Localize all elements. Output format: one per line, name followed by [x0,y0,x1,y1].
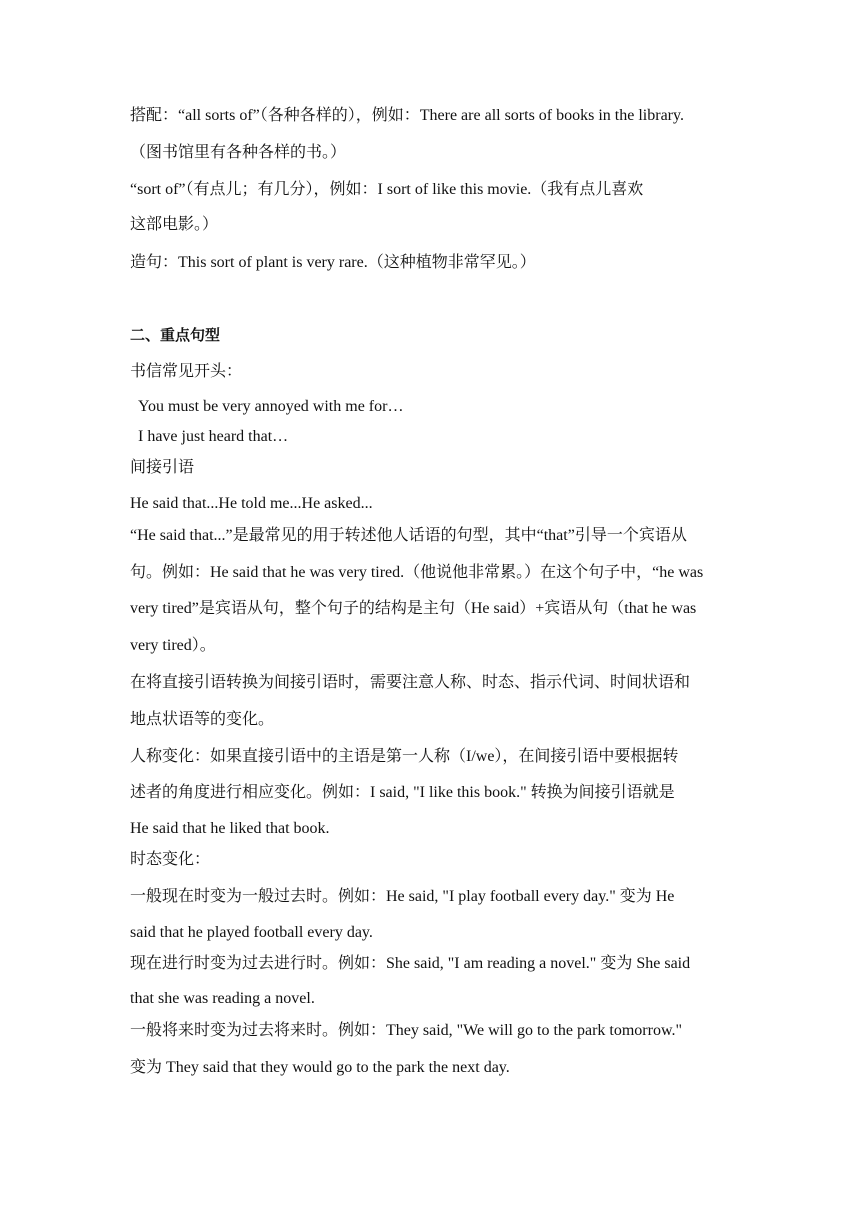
section-heading: 二、重点句型 [130,326,221,344]
indirect-speech-patterns: He said that...He told me...He asked... [130,495,373,512]
paragraph-line: 在将直接引语转换为间接引语时，需要注意人称、时态、指示代词、时间状语和 [130,674,691,691]
paragraph-line: 一般现在时变为一般过去时。例如：He said, "I play football every day." 变为 He [130,888,675,905]
sort-of-line-continued: 这部电影。） [130,216,219,233]
paragraph-line: very tired”是宾语从句，整个句子的结构是主句（He said）+宾语从句（that he was [130,600,697,617]
tense-change-label: 时态变化： [130,851,211,868]
collocation-translation-line: （图书馆里有各种各样的书。） [130,144,347,161]
paragraph-line: very tired）。 [130,637,216,654]
paragraph-line: 人称变化：如果直接引语中的主语是第一人称（I/we），在间接引语中要根据转 [130,748,679,765]
paragraph-line: 述者的角度进行相应变化。例如：I said, "I like this book." 转换为间接引语就是 [130,784,675,801]
letter-opening-label: 书信常见开头： [130,363,243,380]
collocation-line: 搭配：“all sorts of”（各种各样的），例如：There are all sorts of books in the library. [130,107,684,124]
paragraph-line: 变为 They said that they would go to the park the next day. [130,1059,510,1076]
paragraph-line: He said that he liked that book. [130,820,330,837]
example-sentence-line: 造句：This sort of plant is very rare.（这种植物非常罕见。） [130,254,536,271]
paragraph-line: 地点状语等的变化。 [130,711,275,728]
paragraph-line: “He said that...”是最常见的用于转述他人话语的句型，其中“that”引导一个宾语从 [130,527,687,544]
sort-of-line: “sort of”（有点儿；有几分），例如：I sort of like this movie.（我有点儿喜欢 [130,181,644,198]
paragraph-line: that she was reading a novel. [130,990,315,1007]
letter-opening-example: I have just heard that… [138,428,289,445]
paragraph-line: 句。例如：He said that he was very tired.（他说他非常累。）在这个句子中，“he was [130,564,704,581]
paragraph-line: 一般将来时变为过去将来时。例如：They said, "We will go to the park tomorrow." [130,1022,683,1039]
letter-opening-example: You must be very annoyed with me for… [138,398,404,415]
paragraph-line: 现在进行时变为过去进行时。例如：She said, "I am reading a novel." 变为 She said [130,955,691,972]
paragraph-line: said that he played football every day. [130,924,373,941]
indirect-speech-label: 间接引语 [130,459,195,476]
